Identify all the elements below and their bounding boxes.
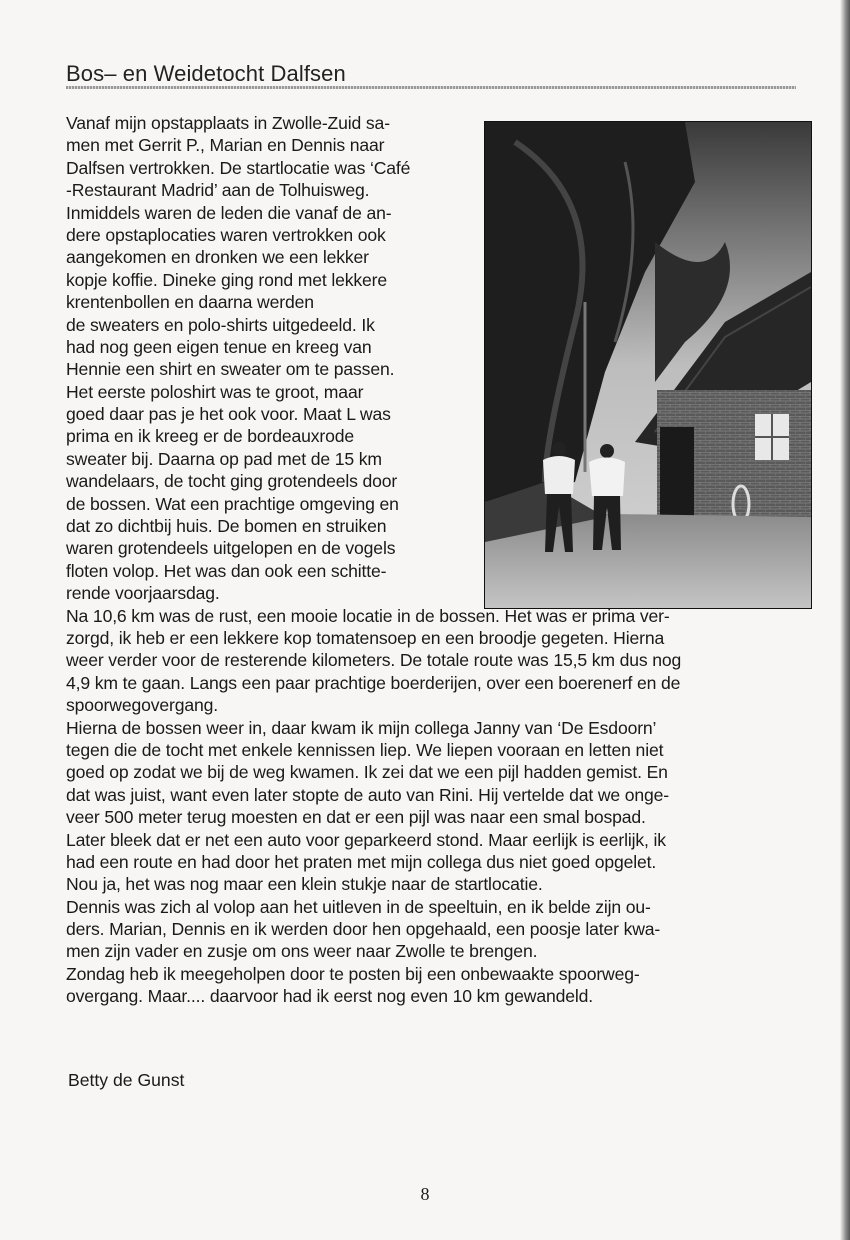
text-line: 4,9 km te gaan. Langs een paar prachtige boerderijen, over een boerenerf en de (66, 672, 681, 693)
text-line: wandelaars, de tocht ging grotendeels door (66, 471, 398, 492)
text-line: men met Gerrit P., Marian en Dennis naar (66, 135, 385, 156)
text-line: Hierna de bossen weer in, daar kwam ik mijn collega Janny van ‘De Esdoorn’ (66, 717, 657, 738)
page-edge-shadow (840, 0, 850, 1240)
text-line: goed op zodat we bij de weg kwamen. Ik zei dat we een pijl hadden gemist. En (66, 762, 668, 783)
author-signature: Betty de Gunst (68, 1070, 185, 1090)
text-line: kopje koffie. Dineke ging rond met lekkere (66, 269, 387, 290)
text-line: sweater bij. Daarna op pad met de 15 km (66, 448, 382, 469)
text-line: de bossen. Wat een prachtige omgeving en (66, 493, 399, 514)
text-line: had nog geen eigen tenue en kreeg van (66, 336, 372, 357)
text-line: dere opstaplocaties waren vertrokken ook (66, 224, 386, 245)
text-line: goed daar pas je het ook voor. Maat L was (66, 404, 391, 425)
text-line: men zijn vader en zusje om ons weer naar Zwolle te brengen. (66, 941, 538, 962)
text-line: Nou ja, het was nog maar een klein stukje naar de startlocatie. (66, 874, 543, 895)
text-line: krentenbollen en daarna werden (66, 292, 314, 313)
text-line: Zondag heb ik meegeholpen door te posten bij een onbewaakte spoorweg- (66, 963, 640, 984)
text-line: prima en ik kreeg er de bordeauxrode (66, 426, 354, 447)
page-number: 8 (420, 1184, 430, 1204)
text-line: ders. Marian, Dennis en ik werden door hen opgehaald, een poosje later kwa- (66, 919, 661, 940)
text-line: zorgd, ik heb er een lekkere kop tomatensoep en een broodje gegeten. Hierna (66, 627, 665, 648)
text-line: tegen die de tocht met enkele kennissen liep. We liepen vooraan en letten niet (66, 739, 664, 760)
article-title: Bos– en Weidetocht Dalfsen (66, 61, 346, 86)
text-line: waren grotendeels uitgelopen en de vogels (66, 538, 396, 559)
text-line: floten volop. Het was dan ook een schitte- (66, 560, 387, 581)
text-line: aangekomen en dronken we een lekker (66, 247, 369, 268)
text-line: Hennie een shirt en sweater om te passen. (66, 359, 395, 380)
text-line: weer verder voor de resterende kilometers. De totale route was 15,5 km dus nog (66, 650, 682, 671)
text-line: Na 10,6 km was de rust, een mooie locatie in de bossen. Het was er prima ver- (66, 605, 670, 626)
text-line: de sweaters en polo-shirts uitgedeeld. Ik (66, 314, 375, 335)
text-line: spoorwegovergang. (66, 695, 218, 716)
text-line: overgang. Maar.... daarvoor had ik eerst nog even 10 km gewandeld. (66, 986, 594, 1007)
text-line: Dennis was zich al volop aan het uitleven in de speeltuin, en ik belde zijn ou- (66, 896, 651, 917)
text-line: rende voorjaarsdag. (66, 583, 220, 604)
text-line: dat was juist, want even later stopte de auto van Rini. Hij vertelde dat we onge- (66, 784, 669, 805)
text-line: dat zo dichtbij huis. De bomen en struiken (66, 516, 387, 537)
title-underline (66, 86, 796, 89)
text-line: Later bleek dat er net een auto voor geparkeerd stond. Maar eerlijk is eerlijk, ik (66, 829, 666, 850)
text-line: Het eerste poloshirt was te groot, maar (66, 381, 364, 402)
text-line: Inmiddels waren de leden die vanaf de an- (66, 202, 392, 223)
text-line: Vanaf mijn opstapplaats in Zwolle-Zuid sa- (66, 113, 390, 133)
text-line: veer 500 meter terug moesten en dat er een pijl was naar een smal bospad. (66, 807, 646, 828)
text-line: Dalfsen vertrokken. De startlocatie was ‘Café (66, 157, 411, 178)
text-line: had een route en had door het praten met mijn collega dus niet goed opgelet. (66, 851, 657, 872)
text-line: -Restaurant Madrid’ aan de Tolhuisweg. (66, 180, 370, 201)
article-body (66, 112, 798, 1008)
